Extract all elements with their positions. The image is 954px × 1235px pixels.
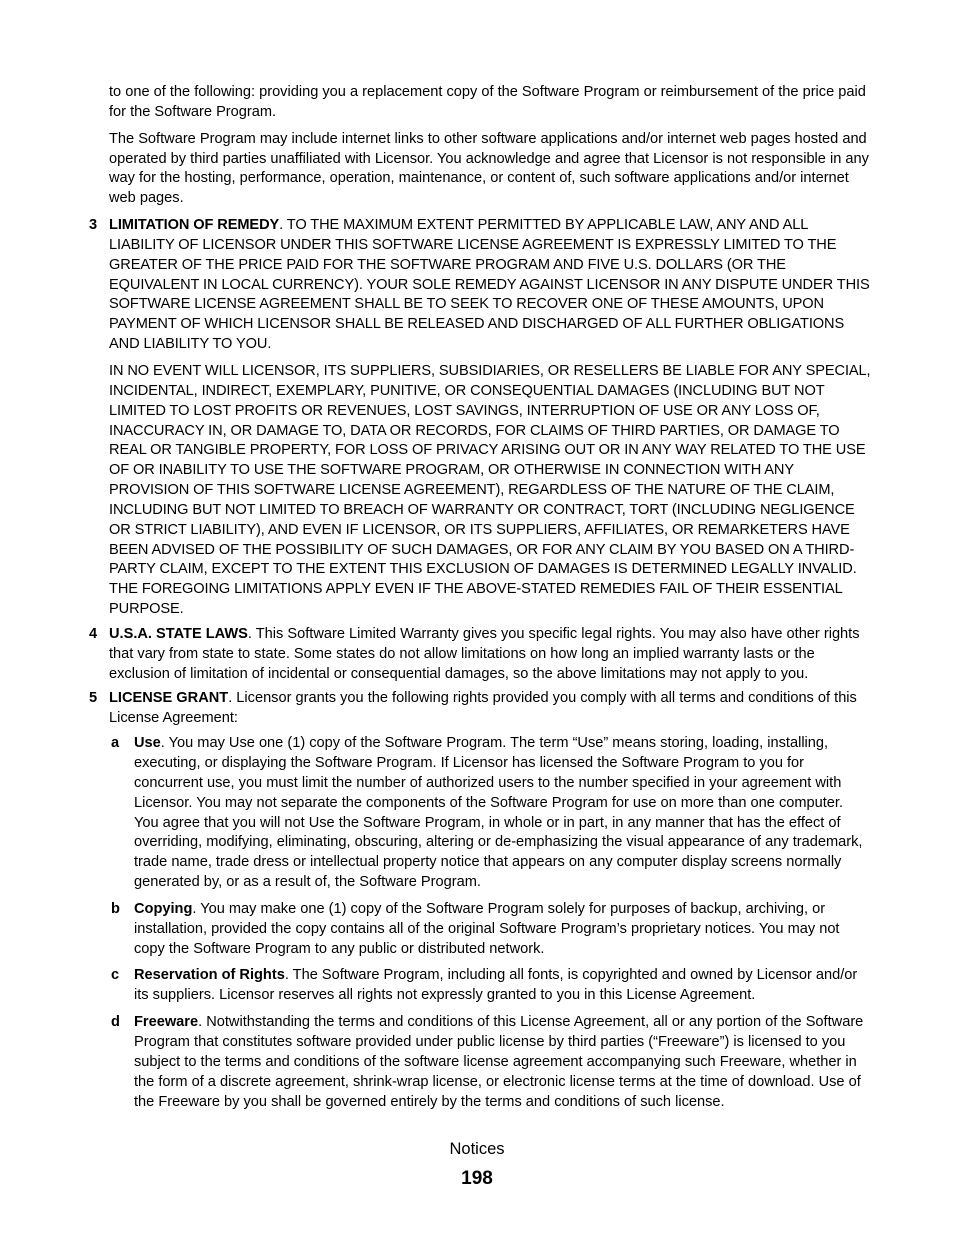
subclause-letter: d xyxy=(111,1014,120,1031)
clause-paragraph xyxy=(109,625,871,685)
subclause-letter: b xyxy=(111,900,120,917)
page-body xyxy=(89,83,871,1119)
subclause-heading: Freeware xyxy=(134,1014,199,1031)
clause-text: . TO THE MAXIMUM EXTENT PERMITTED BY APPLICABLE LAW, ANY AND ALL LIABILITY OF LICENSOR UNDER THIS SOFTWARE LICENSE AGREEMENT IS EXPRESSLY LIMITED TO THE GREATER OF THE PRICE PAID FOR THE SOFTWARE PROGRAM AND FIVE U.S. DOLLARS (OR THE EQUIVALENT IN LOCAL CURRENCY). YOUR SOLE REMEDY AGAINST LICENSOR IN ANY DISPUTE UNDER THIS SOFTWARE LICENSE AGREEMENT SHALL BE TO SEEK TO RECOVER ONE OF THESE AMOUNTS, UPON PAYMENT OF WHICH LICENSOR SHALL BE RELEASED AND DISCHARGED OF ALL FURTHER OBLIGATIONS AND LIABILITY TO YOU. xyxy=(109,217,870,353)
subclause-heading: Use xyxy=(134,735,161,752)
intro-paragraph-2: The Software Program may include internet links to other software applications and/or internet web pages hosted and operated by third parties unaffiliated with Licensor. You acknowledge and agree that Licensor is not responsible in any way for the hosting, performance, operation, maintenance, or content of, such software applications and/or internet web pages. xyxy=(109,130,869,207)
clause-5-license-grant xyxy=(89,689,871,729)
subclause-b-copying xyxy=(111,900,871,960)
subclause-c-reservation-of-rights xyxy=(111,966,871,1006)
clause-text: . Licensor grants you the following rights provided you comply with all terms and conditions of this License Agreement: xyxy=(109,690,857,727)
clause-paragraph-2: IN NO EVENT WILL LICENSOR, ITS SUPPLIERS, SUBSIDIARIES, OR RESELLERS BE LIABLE FOR ANY SPECIAL, INCIDENTAL, INDIRECT, EXEMPLARY, PUNITIVE, OR CONSEQUENTIAL DAMAGES (INCLUDING BUT NOT LIMITED TO LOST PROFITS OR REVENUES, LOST SAVINGS, INTERRUPTION OF USE OR ANY LOSS OF, INACCURACY IN, OR DAMAGE TO, DATA OR RECORDS, FOR CLAIMS OF THIRD PARTIES, OR DAMAGE TO REAL OR TANGIBLE PROPERTY, FOR LOSS OF PRIVACY ARISING OUT OR IN ANY WAY RELATED TO THE USE OF OR INABILITY TO USE THE SOFTWARE PROGRAM, OR OTHERWISE IN CONNECTION WITH ANY PROVISION OF THIS SOFTWARE LICENSE AGREEMENT), REGARDLESS OF THE NATURE OF THE CLAIM, INCLUDING BUT NOT LIMITED TO BREACH OF WARRANTY OR CONTRACT, TORT (INCLUDING NEGLIGENCE OR STRICT LIABILITY), AND EVEN IF LICENSOR, OR ITS SUPPLIERS, AFFILIATES, OR REMARKETERS HAVE BEEN ADVISED OF THE POSSIBILITY OF SUCH DAMAGES, OR FOR ANY CLAIM BY YOU BASED ON A THIRD-PARTY CLAIM, EXCEPT TO THE EXTENT THIS EXCLUSION OF DAMAGES IS DETERMINED LEGALLY INVALID. THE FOREGOING LIMITATIONS APPLY EVEN IF THE ABOVE-STATED REMEDIES FAIL OF THEIR ESSENTIAL PURPOSE. xyxy=(109,362,871,618)
subclause-text: . The Software Program, including all fonts, is copyrighted and owned by Licensor and/or its suppliers. Licensor reserves all rights not expressly granted to you in this License Agreement. xyxy=(134,967,858,1004)
clause-heading: LICENSE GRANT xyxy=(109,690,229,707)
subclause-text: . Notwithstanding the terms and conditions of this License Agreement, all or any portion of the Software Program that constitutes software provided under public license by third parties (“Freeware”) is licensed to you subject to the terms and conditions of the software license agreement accompanying such Freeware, whether in the form of a discrete agreement, shrink-wrap license, or electronic license terms at the time of download. Use of the Freeware by you shall be governed entirely by the terms and conditions of such license. xyxy=(134,1014,864,1110)
subclause-text: . You may Use one (1) copy of the Software Program. The term “Use” means storing, loading, installing, executing, or displaying the Software Program. If Licensor has licensed the Software Program to you for concurrent use, you must limit the number of authorized users to the number specified in your agreement with Licensor. You may not separate the components of the Software Program for use on more than one computer. You agree that you will not Use the Software Program, in whole or in part, in any manner that has the effect of overriding, modifying, eliminating, obscuring, altering or de-emphasizing the visual appearance of any trademark, trade name, trade dress or intellectual property notice that appears on any computer display screens normally generated by, or as a result of, the Software Program. xyxy=(134,735,863,891)
clause-number: 5 xyxy=(89,690,98,707)
clause-paragraph xyxy=(109,216,871,355)
subclause-heading: Copying xyxy=(134,900,193,917)
clause-paragraph xyxy=(109,689,871,729)
clause-heading: U.S.A. STATE LAWS xyxy=(109,625,248,642)
intro-paragraph-1: to one of the following: providing you a replacement copy of the Software Program or reimbursement of the price paid for the Software Program. xyxy=(109,84,866,120)
clause-number: 4 xyxy=(89,625,98,642)
subclause-text: . You may make one (1) copy of the Software Program solely for purposes of backup, archiving, or installation, provided the copy contains all of the original Software Program’s proprietary notices. You may not copy the Software Program to any public or distributed network. xyxy=(134,900,840,957)
subclause-d-freeware xyxy=(111,1013,871,1112)
clause-heading: LIMITATION OF REMEDY xyxy=(109,217,280,234)
subclause-paragraph xyxy=(134,1013,871,1112)
subclause-paragraph xyxy=(134,900,871,960)
subclause-a-use xyxy=(111,734,871,893)
footer-page-number: 198 xyxy=(461,1168,493,1189)
subclause-letter: a xyxy=(111,735,120,752)
subclause-letter: c xyxy=(111,967,120,984)
subclause-heading: Reservation of Rights xyxy=(134,967,285,984)
clause-4-usa-state-laws xyxy=(89,625,871,685)
subclause-paragraph xyxy=(134,734,871,893)
clause-number: 3 xyxy=(89,217,98,234)
clause-text: . This Software Limited Warranty gives you specific legal rights. You may also have other rights that vary from state to state. Some states do not allow limitations on how long an implied warranty lasts or the exclusion of limitation of incidental or consequential damages, so the above limitations may not apply to you. xyxy=(109,625,860,682)
subclause-paragraph xyxy=(134,966,871,1006)
clause-3-limitation-of-remedy xyxy=(89,216,871,620)
footer-section-title: Notices xyxy=(449,1140,505,1158)
